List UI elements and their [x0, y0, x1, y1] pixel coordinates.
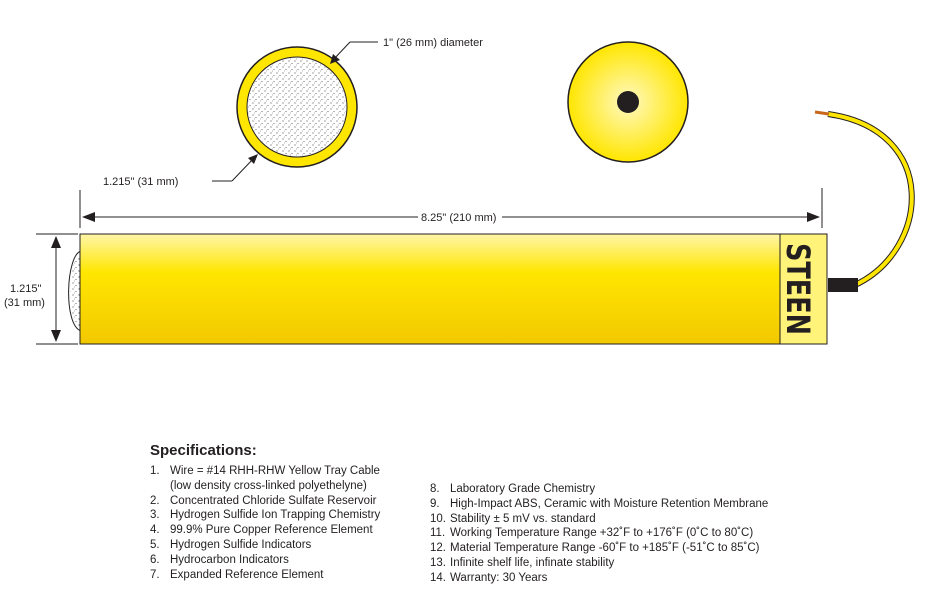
height-label-line1: 1.215" [10, 283, 42, 295]
diameter-callout [330, 37, 483, 64]
spec-item: 11. Working Temperature Range +32˚F to +176˚F (0˚C to 80˚C) [430, 527, 754, 540]
specifications-title: Specifications: [150, 442, 257, 459]
spec-item: 3. Hydrogen Sulfide Ion Trapping Chemistry [150, 509, 381, 522]
cap-end-view [568, 42, 688, 162]
spec-item: 14. Warranty: 30 Years [430, 571, 548, 584]
length-dimension [80, 188, 822, 228]
spec-item: 5. Hydrogen Sulfide Indicators [150, 538, 312, 551]
brand-logo: STEEN [779, 243, 817, 359]
spec-item: 7. Expanded Reference Element [150, 568, 324, 581]
spec-item: 2. Concentrated Chloride Sulfate Reservoir [150, 494, 377, 507]
ceramic-tip [69, 251, 81, 331]
spec-item: 1. Wire = #14 RHH-RHW Yellow Tray Cable (low density cross-linked polyethelyne) [150, 465, 380, 492]
spec-list-right [430, 482, 768, 586]
outer-diameter-callout [103, 154, 258, 188]
spec-item: 10. Stability ± 5 mV vs. standard [430, 512, 596, 525]
spec-item: 4. 99.9% Pure Copper Reference Element [150, 524, 373, 537]
spec-item: 13. Infinite shelf life, infinate stability [430, 556, 615, 569]
specifications [150, 442, 870, 586]
electrode-cap [779, 234, 827, 359]
wire [815, 112, 912, 292]
spec-list-left [150, 464, 430, 586]
spec-item: 9. High-Impact ABS, Ceramic with Moisture Retention Membrane [430, 497, 769, 510]
height-dimension [2, 234, 78, 344]
top-diameter-label: 1" (26 mm) diameter [383, 37, 483, 49]
length-label: 8.25" (210 mm) [421, 212, 497, 224]
outer-diameter-label: 1.215" (31 mm) [103, 176, 179, 188]
spec-item: 8. Laboratory Grade Chemistry [430, 483, 596, 495]
ceramic-end-view [237, 47, 357, 167]
spec-item: 12. Material Temperature Range -60˚F to +185˚F (-51˚C to 85˚C) [430, 542, 760, 555]
spec-item: 6. Hydrocarbon Indicators [150, 553, 289, 566]
electrode-body [80, 234, 780, 344]
height-label-line2: (31 mm) [4, 297, 45, 309]
